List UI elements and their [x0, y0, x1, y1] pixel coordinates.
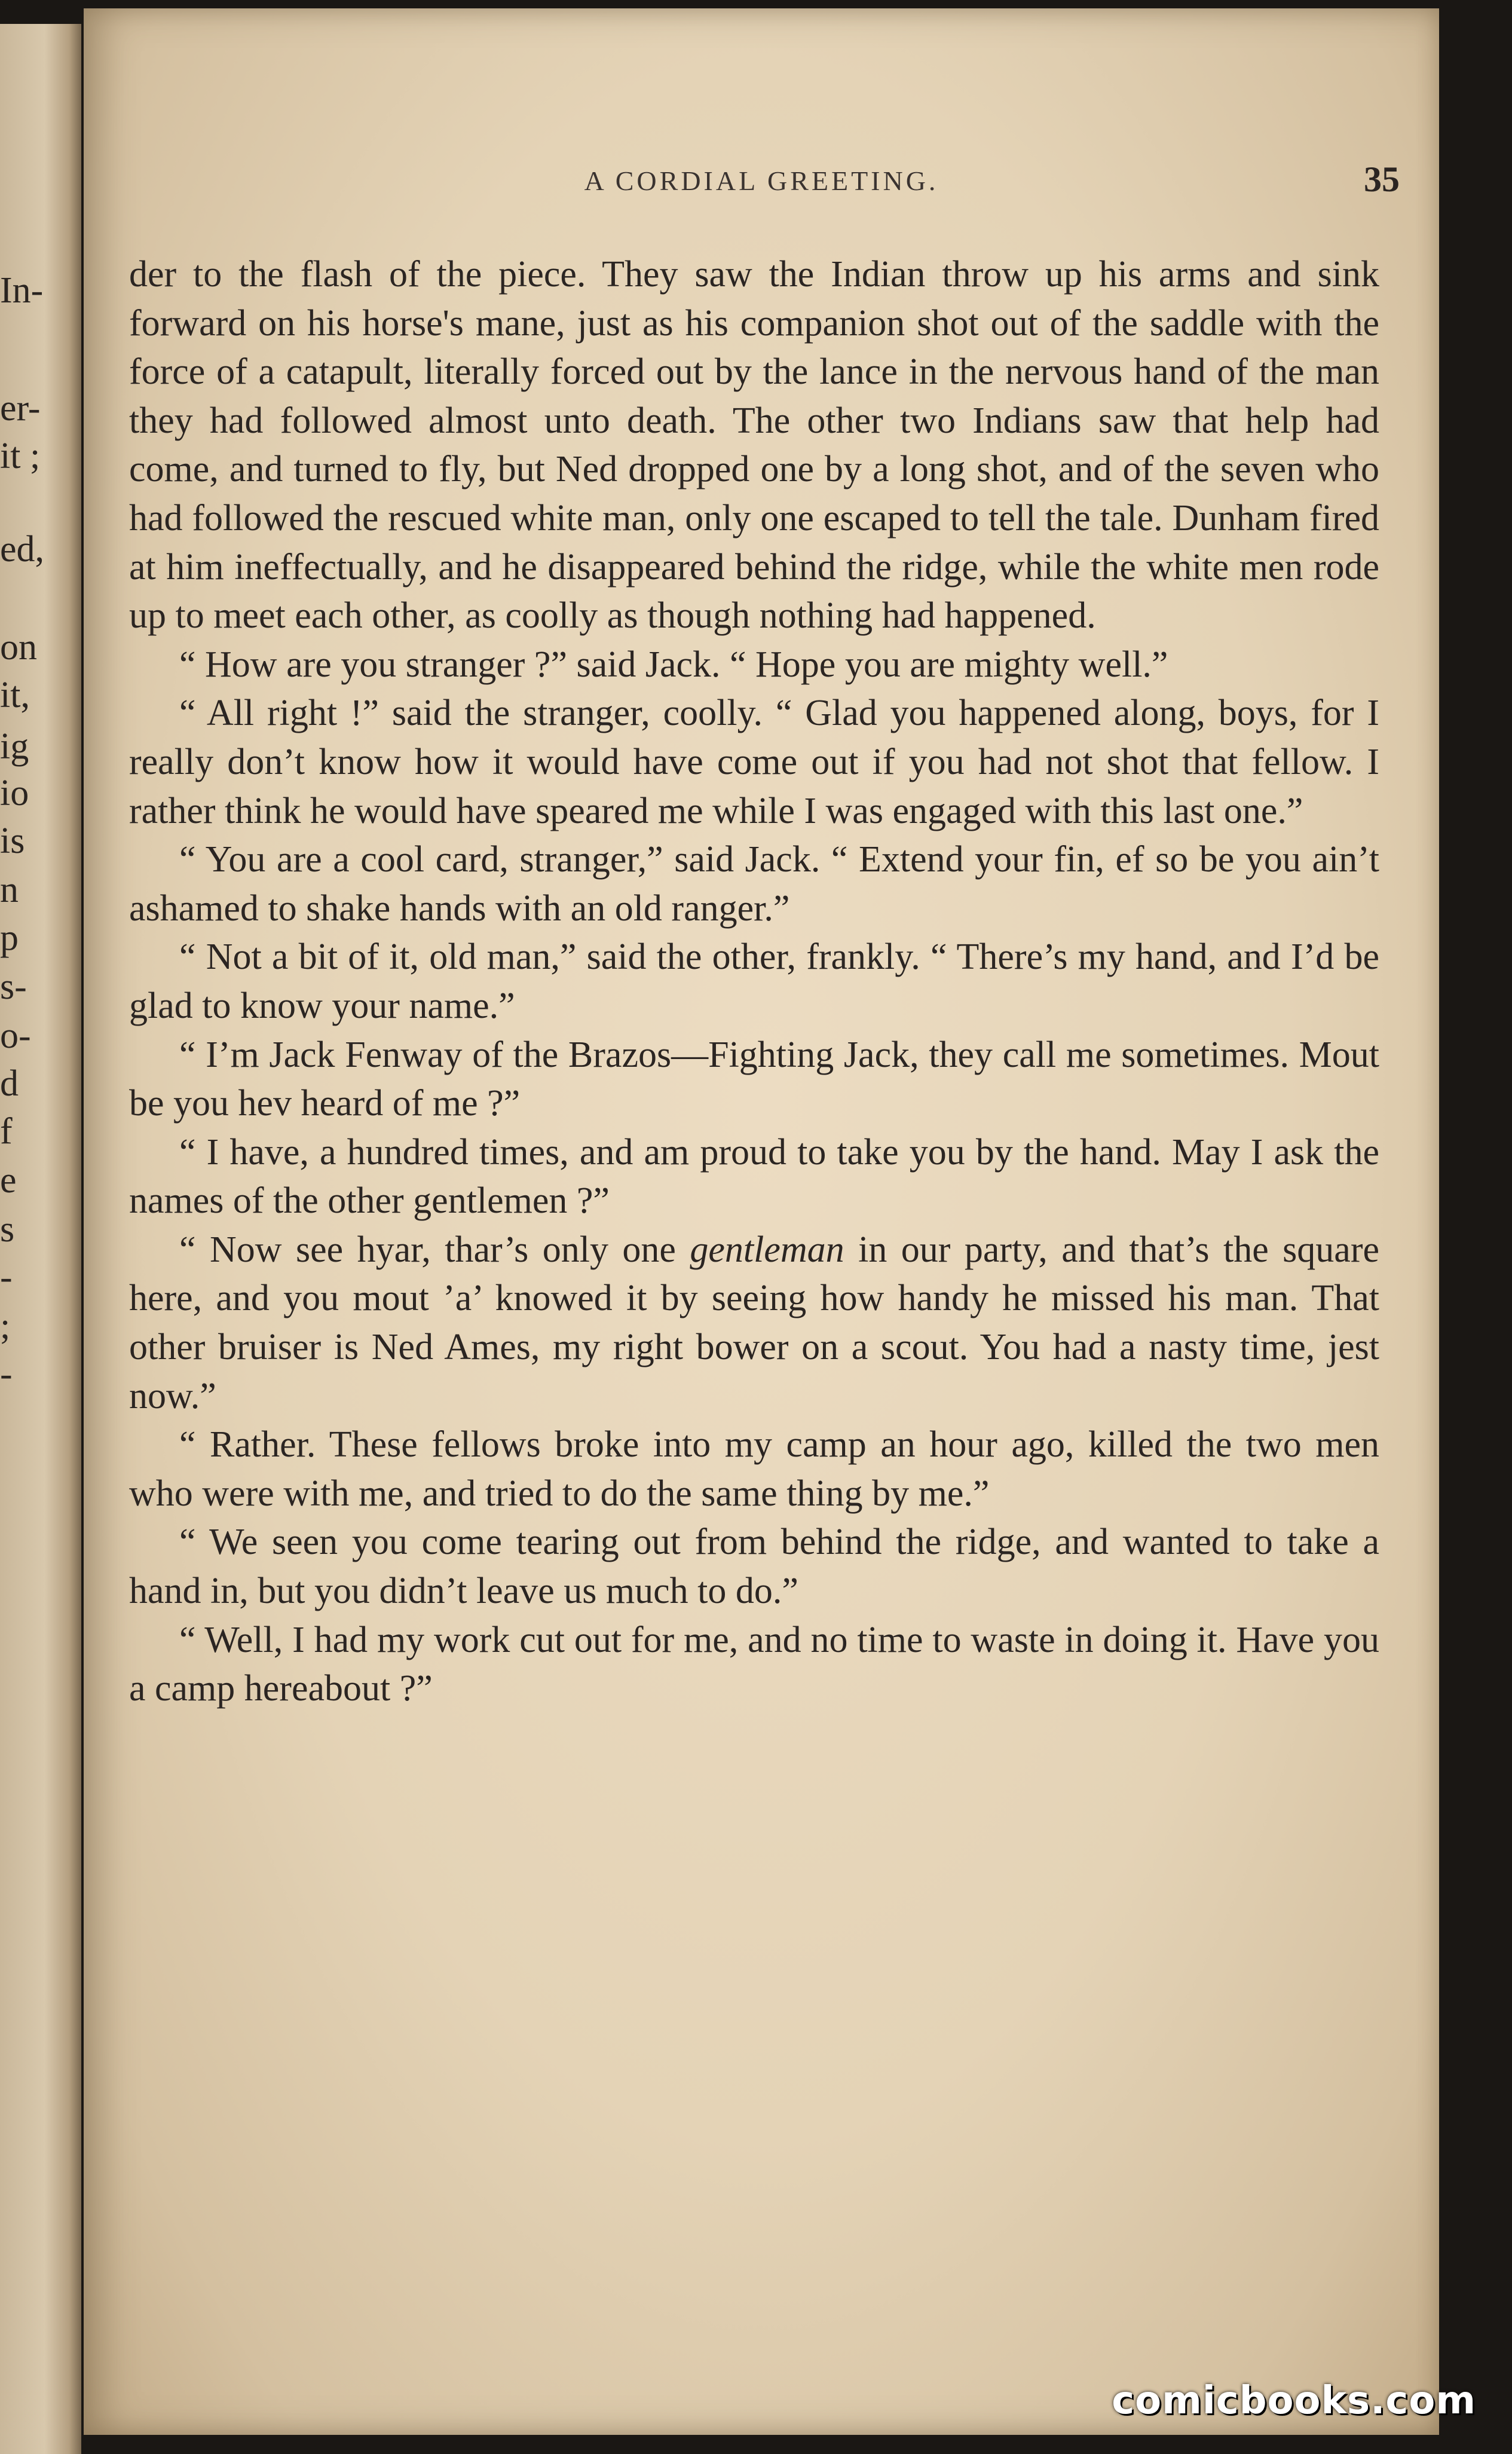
paragraph: “ We seen you come tearing out from behind the ridge, and wanted to take a hand in, but you didn’t leave us much to do.”: [129, 1522, 1379, 1612]
prev-page-fragment: d: [0, 1063, 19, 1104]
prev-page-fragment: on: [0, 627, 37, 668]
prev-page-fragment: f: [0, 1111, 13, 1152]
paragraph: “ I’m Jack Fenway of the Brazos—Fighting Jack, they call me sometimes. Mout be you hev heard of me ?”: [129, 1034, 1379, 1124]
book-page: [84, 8, 1439, 2435]
paragraph: “ You are a cool card, stranger,” said Jack. “ Extend your fin, ef so be you ain’t ashamed to shake hands with an old ranger.”: [129, 839, 1379, 929]
paragraph: “ I have, a hundred times, and am proud to take you by the hand. May I ask the names of the other gentlemen ?”: [129, 1131, 1379, 1222]
italic-word: gentleman: [690, 1229, 844, 1270]
paragraph: “ Not a bit of it, old man,” said the other, frankly. “ There’s my hand, and I’d be glad to know your name.”: [129, 937, 1379, 1026]
prev-page-fragment: o-: [0, 1015, 31, 1056]
paragraph-text: in our party, and that’s the square here, and you mout ’a’ knowed it by seeing how handy he missed his man. That other bruiser is Ned Ames, my right bower on a scout. You had a nasty time, jest now.”: [129, 1229, 1379, 1416]
paragraph: “ Well, I had my work cut out for me, and no time to waste in doing it. Have you a camp hereabout ?”: [129, 1619, 1379, 1709]
prev-page-fragment: e: [0, 1160, 17, 1201]
watermark: comicbooks.com: [1112, 2379, 1476, 2423]
paragraph-text: “ Now see hyar, thar’s only one: [179, 1229, 690, 1270]
paragraph: [129, 1226, 1379, 1421]
prev-page-fragment: er-: [0, 388, 41, 429]
paragraph: “ All right !” said the stranger, coolly. “ Glad you happened along, boys, for I really don’t know how it would have come out if you had not shot that fellow. I rather think he would have speared me while I was engaged with this last one.”: [129, 693, 1379, 831]
paragraph: der to the flash of the piece. They saw the Indian throw up his arms and sink forward on his horse's mane, just as his companion shot out of the saddle with the force of a catapult, literally forced out by the lance in the nervous hand of the man they had followed almost unto death. The other two Indians saw that help had come, and turned to fly, but Ned dropped one by a long shot, and of the seven who had followed the rescued white man, only one escaped to tell the tale. Dunham fired at him ineffectually, and he disappeared behind the ridge, while the white men rode up to meet each other, as coolly as though nothing had happened.: [129, 254, 1379, 637]
prev-page-fragment: it ;: [0, 436, 41, 476]
prev-page-fragment: ;: [0, 1306, 11, 1347]
prev-page-fragment: it,: [0, 675, 30, 715]
prev-page-fragment: ig: [0, 726, 29, 767]
prev-page-fragment: ed,: [0, 529, 45, 570]
prev-page-fragment: s-: [0, 966, 27, 1007]
paragraph: “ How are you stranger ?” said Jack. “ Hope you are mighty well.”: [179, 644, 1168, 685]
prev-page-fragment: n: [0, 870, 19, 910]
prev-page-fragment: s: [0, 1209, 15, 1250]
body-text: [129, 250, 1379, 1713]
prev-page-fragment: -: [0, 1257, 13, 1298]
paragraph: “ Rather. These fellows broke into my camp an hour ago, killed the two men who were with me, and tried to do the same thing by me.”: [129, 1424, 1379, 1514]
prev-page-fragment: -: [0, 1354, 13, 1394]
prev-page-fragment: is: [0, 821, 25, 861]
prev-page-fragment: p: [0, 917, 19, 958]
prev-page-fragment: In-: [0, 270, 44, 311]
running-head: A CORDIAL GREETING.: [584, 166, 939, 196]
prev-page-fragment: io: [0, 773, 29, 813]
page-number: 35: [1364, 160, 1400, 199]
previous-page-edge: [0, 24, 81, 2454]
